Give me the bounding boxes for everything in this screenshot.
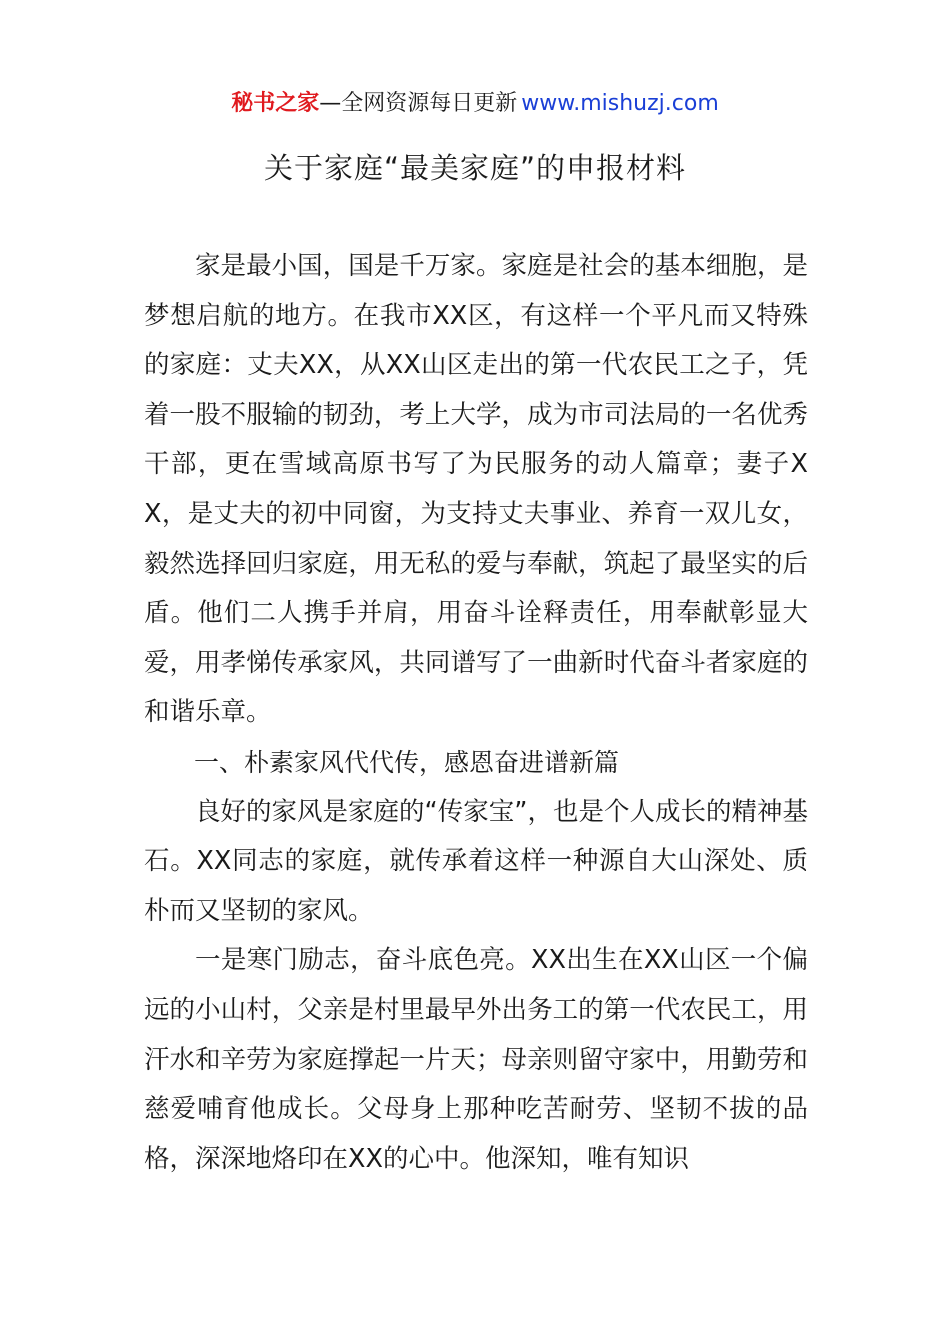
paragraph-hardship: 一是寒门励志，奋斗底色亮。XX出生在XX山区一个偏远的小山村，父亲是村里最早外出务工的第一代农民工，用汗水和辛劳为家庭撑起一片天；母亲则留守家中，用勤劳和慈爱哺育他成长。父母身上那种吃苦耐劳、坚韧不拔的品格，深深地烙印在XX的心中。他深知，唯有知识 [144,945,808,1174]
header-slogan: —全网资源每日更新 [319,91,518,116]
document-title: 关于家庭“最美家庭”的申报材料 [263,151,687,185]
document-body [144,242,808,1184]
paragraph-intro: 家是最小国，国是千万家。家庭是社会的基本细胞，是梦想启航的地方。在我市XX区，有这样一个平凡而又特殊的家庭：丈夫XX，从XX山区走出的第一代农民工之子，凭着一股不服输的韧劲，考上大学，成为市司法局的一名优秀干部，更在雪域高原书写了为民服务的动人篇章；妻子XX，是丈夫的初中同窗，为支持丈夫事业、养育一双儿女，毅然选择回归家庭，用无私的爱与奉献，筑起了最坚实的后盾。他们二人携手并肩，用奋斗诠释责任，用奉献彰显大爱，用孝悌传承家风，共同谱写了一曲新时代奋斗者家庭的和谐乐章。 [144,251,808,728]
brand-name: 秘书之家 [231,91,320,116]
site-header [0,88,950,120]
site-url-link[interactable]: www.mishuzj.com [521,91,719,116]
paragraph-family-tradition: 良好的家风是家庭的“传家宝”，也是个人成长的精神基石。XX同志的家庭，就传承着这样一种源自大山深处、质朴而又坚韧的家风。 [144,796,808,926]
section-heading: 一、朴素家风代代传，感恩奋进谱新篇 [194,747,620,777]
